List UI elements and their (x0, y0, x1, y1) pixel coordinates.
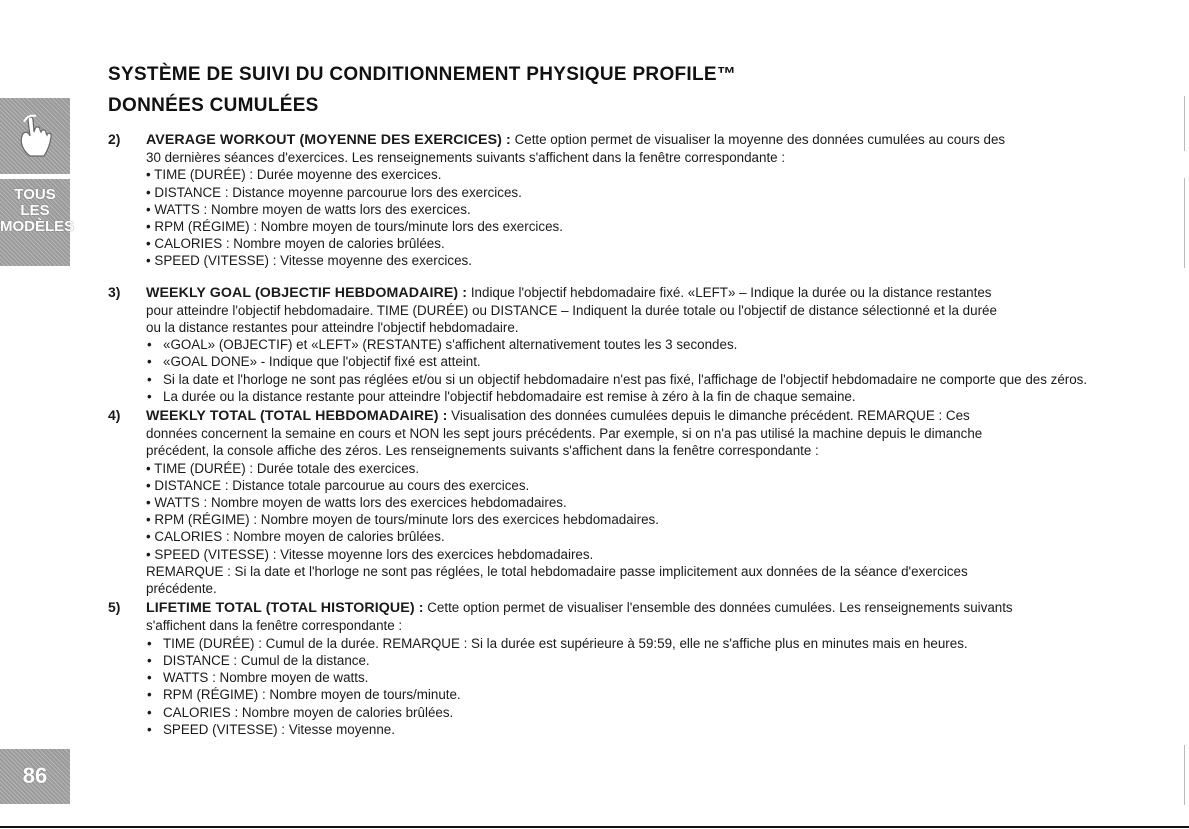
section-heading: WEEKLY TOTAL (TOTAL HEBDOMADAIRE) : (146, 408, 448, 425)
section-weekly-goal (108, 284, 1133, 405)
list-item: • RPM (RÉGIME) : Nombre moyen de tours/minute. (147, 687, 461, 703)
list-item-text: La durée ou la distance restante pour atteindre l'objectif hebdomadaire est remise à zéro à la fin de chaque semaine. (163, 388, 856, 404)
list-item: • RPM (RÉGIME) : Nombre moyen de tours/minute lors des exercices. (146, 219, 563, 235)
list-item-text: Si la date et l'horloge ne sont pas réglées et/ou si un objectif hebdomadaire n'est pas fixé, l'affichage de l'objectif hebdomadaire ne comporte que des zéros. (163, 371, 1088, 387)
section-intro (146, 599, 1133, 617)
list-item: • TIME (DURÉE) : Cumul de la durée. REMARQUE : Si la durée est supérieure à 59:59, elle ne s'affiche plus en minutes mais en heures. (147, 635, 968, 651)
section-intro-text: Indique l'objectif hebdomadaire fixé. «LEFT» – Indique la durée ou la distance restantes (467, 284, 992, 300)
list-item: • SPEED (VITESSE) : Vitesse moyenne. (147, 721, 395, 737)
list-item-text: SPEED (VITESSE) : Vitesse moyenne. (163, 721, 395, 737)
hand-pointer-icon (16, 112, 56, 158)
bottom-rule (0, 826, 1189, 828)
section-intro (146, 407, 1133, 425)
section-text-line: pour atteindre l'objectif hebdomadaire. TIME (DURÉE) ou DISTANCE – Indiquent la durée totale ou l'objectif de distance sélectionné et la durée (146, 302, 997, 318)
section-intro (146, 131, 1133, 149)
list-item-text: «GOAL DONE» - Indique que l'objectif fixé est atteint. (163, 354, 481, 370)
section-note: précédente. (146, 581, 217, 597)
sidebar-logo-tab (0, 98, 70, 174)
models-tab-line-2: LES (20, 202, 50, 219)
section-text-line: s'affichent dans la fenêtre correspondante : (146, 618, 403, 634)
list-item: • La durée ou la distance restante pour atteindre l'objectif hebdomadaire est remise à zéro à la fin de chaque semaine. (147, 388, 856, 404)
list-item-text: «GOAL» (OBJECTIF) et «LEFT» (RESTANTE) s'affichent alternativement toutes les 3 secondes. (163, 337, 738, 353)
list-item-text: RPM (RÉGIME) : Nombre moyen de tours/minute. (163, 687, 461, 703)
section-heading: AVERAGE WORKOUT (MOYENNE DES EXERCICES) : (146, 132, 511, 148)
list-item: • Si la date et l'horloge ne sont pas réglées et/ou si un objectif hebdomadaire n'est pas fixé, l'affichage de l'objectif hebdomadaire ne comporte que des zéros. (147, 371, 1088, 387)
list-item: • CALORIES : Nombre moyen de calories brûlées. (146, 236, 445, 252)
section-number: 3) (108, 283, 121, 300)
section-text-line: ou la distance restantes pour atteindre l'objectif hebdomadaire. (146, 320, 519, 336)
section-text-line: précédent, la console affiche des zéros. Les renseignements suivants s'affichent dans la fenêtre correspondante : (146, 443, 819, 459)
section-intro-text: Visualisation des données cumulées depuis le dimanche précédent. REMARQUE : Ces (447, 408, 970, 424)
list-item: • TIME (DURÉE) : Durée totale des exercices. (146, 460, 420, 476)
page-subtitle: DONNÉES CUMULÉES (108, 95, 319, 116)
list-item: • SPEED (VITESSE) : Vitesse moyenne lors des exercices hebdomadaires. (146, 546, 594, 562)
section-average-workout (108, 131, 1133, 270)
section-heading: WEEKLY GOAL (OBJECTIF HEBDOMADAIRE) : (146, 284, 468, 301)
list-item: • WATTS : Nombre moyen de watts lors des exercices hebdomadaires. (146, 495, 567, 511)
section-number: 2) (108, 131, 121, 147)
page-title: SYSTÈME DE SUIVI DU CONDITIONNEMENT PHYSIQUE PROFILE™ (108, 64, 737, 85)
list-item-text: TIME (DURÉE) : Cumul de la durée. REMARQUE : Si la durée est supérieure à 59:59, elle ne s'affiche plus en minutes mais en heures. (163, 635, 968, 651)
list-item-text: CALORIES : Nombre moyen de calories brûlées. (163, 704, 454, 720)
list-item: • DISTANCE : Cumul de la distance. (147, 652, 370, 668)
list-item: • CALORIES : Nombre moyen de calories brûlées. (147, 704, 454, 720)
page-edge-mark (1184, 96, 1185, 151)
list-item-text: DISTANCE : Cumul de la distance. (163, 652, 370, 668)
all-models-label (0, 186, 75, 235)
list-item: • «GOAL» (OBJECTIF) et «LEFT» (RESTANTE) s'affichent alternativement toutes les 3 secondes. (147, 337, 738, 353)
list-item: • «GOAL DONE» - Indique que l'objectif fixé est atteint. (147, 354, 481, 370)
page-number: 86 (22, 763, 48, 788)
section-text-line: 30 dernières séances d'exercices. Les renseignements suivants s'affichent dans la fenêtre correspondante : (146, 150, 786, 166)
section-lifetime-total (108, 599, 1133, 738)
section-weekly-total (108, 407, 1133, 597)
page-edge-mark (1184, 745, 1185, 805)
models-tab-line-3: MODÈLES (0, 218, 75, 235)
page-number-tab (0, 749, 70, 804)
section-text-line: données concernent la semaine en cours et NON les sept jours précédents. Par exemple, si on n'a pas utilisé la machine depuis le dimanche (146, 426, 983, 442)
list-item: • SPEED (VITESSE) : Vitesse moyenne des exercices. (146, 253, 472, 269)
list-item: • DISTANCE : Distance totale parcourue au cours des exercices. (146, 477, 530, 493)
list-item: • WATTS : Nombre moyen de watts lors des exercices. (146, 201, 471, 217)
list-item-text: WATTS : Nombre moyen de watts. (163, 670, 369, 686)
section-intro-text: Cette option permet de visualiser l'ensemble des données cumulées. Les renseignements suivants (423, 600, 1013, 616)
models-tab-line-1: TOUS (14, 186, 56, 203)
list-item: • RPM (RÉGIME) : Nombre moyen de tours/minute lors des exercices hebdomadaires. (146, 512, 659, 528)
section-heading: LIFETIME TOTAL (TOTAL HISTORIQUE) : (146, 600, 424, 617)
sidebar-all-models-tab[interactable] (0, 179, 75, 266)
section-intro (146, 284, 1133, 302)
list-item: • CALORIES : Nombre moyen de calories brûlées. (146, 529, 445, 545)
section-intro-text: Cette option permet de visualiser la moyenne des données cumulées au cours des (510, 132, 1006, 147)
list-item: • TIME (DURÉE) : Durée moyenne des exercices. (146, 167, 442, 183)
section-number: 4) (108, 407, 121, 424)
section-number: 5) (108, 599, 121, 616)
document-body (108, 131, 1133, 740)
list-item: • DISTANCE : Distance moyenne parcourue lors des exercices. (146, 184, 522, 200)
section-note: REMARQUE : Si la date et l'horloge ne sont pas réglées, le total hebdomadaire passe implicitement aux données de la séance d'exercices (146, 563, 968, 579)
page-edge-mark (1184, 178, 1185, 268)
list-item: • WATTS : Nombre moyen de watts. (147, 670, 369, 686)
